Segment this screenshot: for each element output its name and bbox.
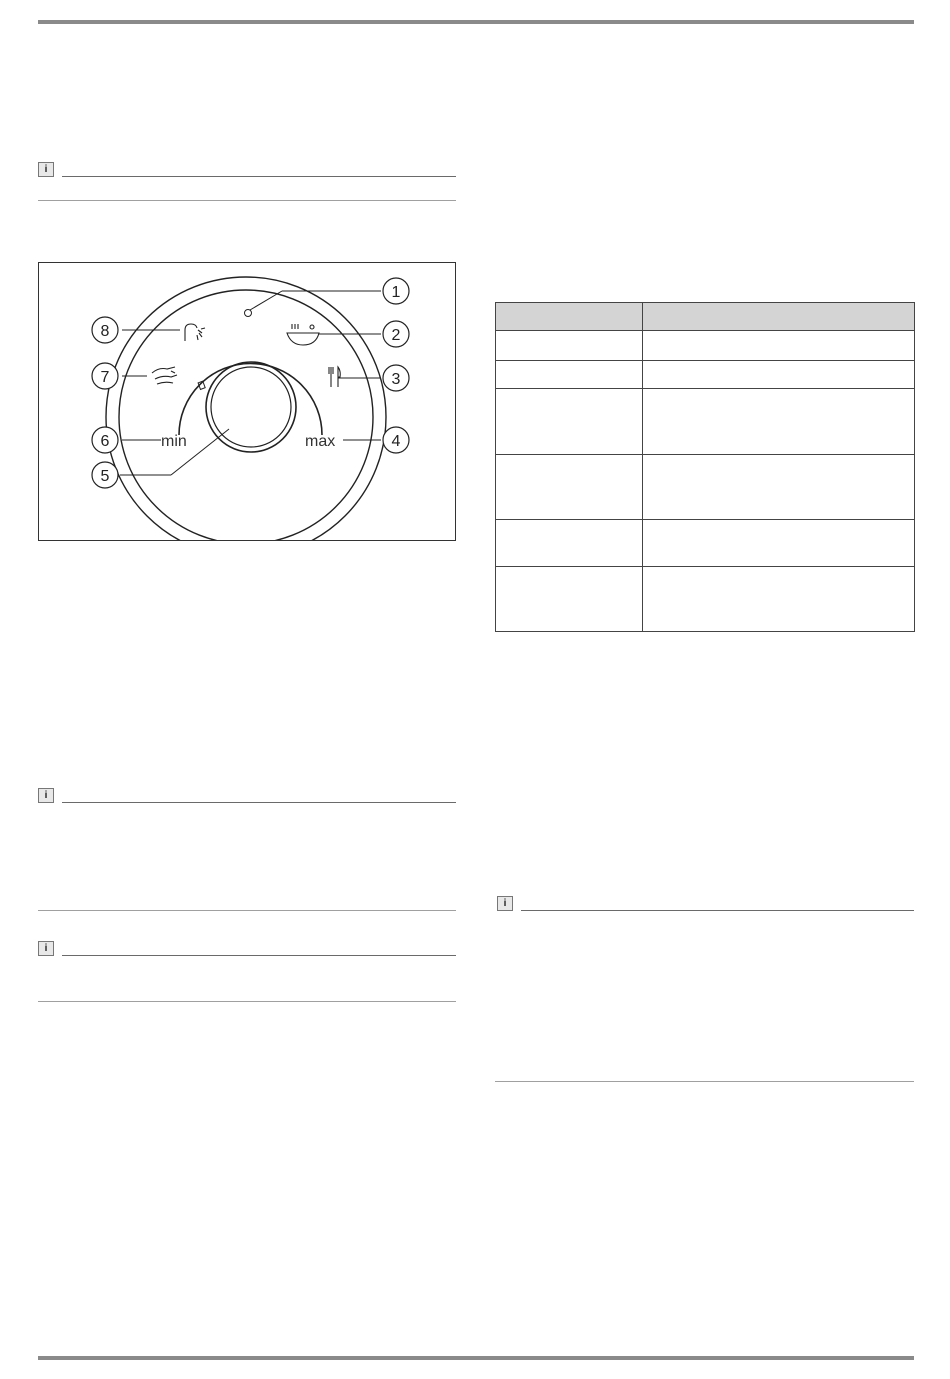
callout-1: 1 — [391, 284, 401, 301]
cutlery-icon — [329, 367, 340, 387]
table-row — [496, 567, 915, 632]
note-header-line — [62, 802, 456, 803]
table-cell — [496, 331, 643, 361]
note-end-rule — [495, 1081, 914, 1082]
knob-outer[interactable] — [206, 362, 296, 452]
note-end-rule — [38, 910, 456, 911]
callout-7: 7 — [100, 369, 110, 386]
note-header-line — [62, 955, 456, 956]
table-row — [496, 455, 915, 520]
inner-ring — [119, 290, 373, 540]
bath-icon — [287, 324, 319, 345]
table-cell — [496, 567, 643, 632]
control-dial-drawing — [39, 263, 455, 540]
info-icon: i — [38, 788, 54, 803]
info-icon: i — [497, 896, 513, 911]
table-cell — [643, 520, 915, 567]
scale-min-label: min — [161, 433, 187, 450]
callout-5: 5 — [100, 468, 110, 485]
table-header-cell — [643, 303, 915, 331]
info-note-header — [38, 788, 456, 806]
note-header-line — [521, 910, 914, 911]
info-note-header — [38, 941, 456, 959]
table-row — [496, 389, 915, 455]
hand-wash-icon — [152, 367, 177, 384]
page-bottom-rule — [38, 1356, 914, 1360]
table-cell — [496, 455, 643, 520]
info-icon: i — [38, 162, 54, 177]
table-cell — [643, 455, 915, 520]
indicator-lamp-icon — [245, 310, 252, 317]
table-cell — [643, 389, 915, 455]
settings-table — [495, 302, 915, 632]
scale-arc — [179, 364, 322, 436]
table-row — [496, 520, 915, 567]
callout-4: 4 — [391, 433, 401, 450]
callout-2: 2 — [391, 327, 401, 344]
table-row — [496, 331, 915, 361]
table-cell — [496, 361, 643, 389]
scale-max-label: max — [305, 433, 336, 450]
knob-inner — [211, 367, 291, 447]
table-header-row — [496, 303, 915, 331]
table-cell — [643, 331, 915, 361]
control-dial-figure — [38, 262, 456, 541]
info-icon: i — [38, 941, 54, 956]
info-note-header — [497, 896, 914, 914]
table-cell — [496, 520, 643, 567]
callout-3: 3 — [391, 371, 401, 388]
table-cell — [643, 361, 915, 389]
table-row — [496, 361, 915, 389]
note-end-rule — [38, 1001, 456, 1002]
table-cell — [496, 389, 643, 455]
callout-8: 8 — [100, 323, 110, 340]
table-cell — [643, 567, 915, 632]
callout-6: 6 — [100, 433, 110, 450]
info-note-header — [38, 162, 456, 180]
table-header-cell — [496, 303, 643, 331]
note-header-line — [62, 176, 456, 177]
note-end-rule — [38, 200, 456, 201]
page-top-rule — [38, 20, 914, 24]
shower-icon — [185, 324, 205, 341]
